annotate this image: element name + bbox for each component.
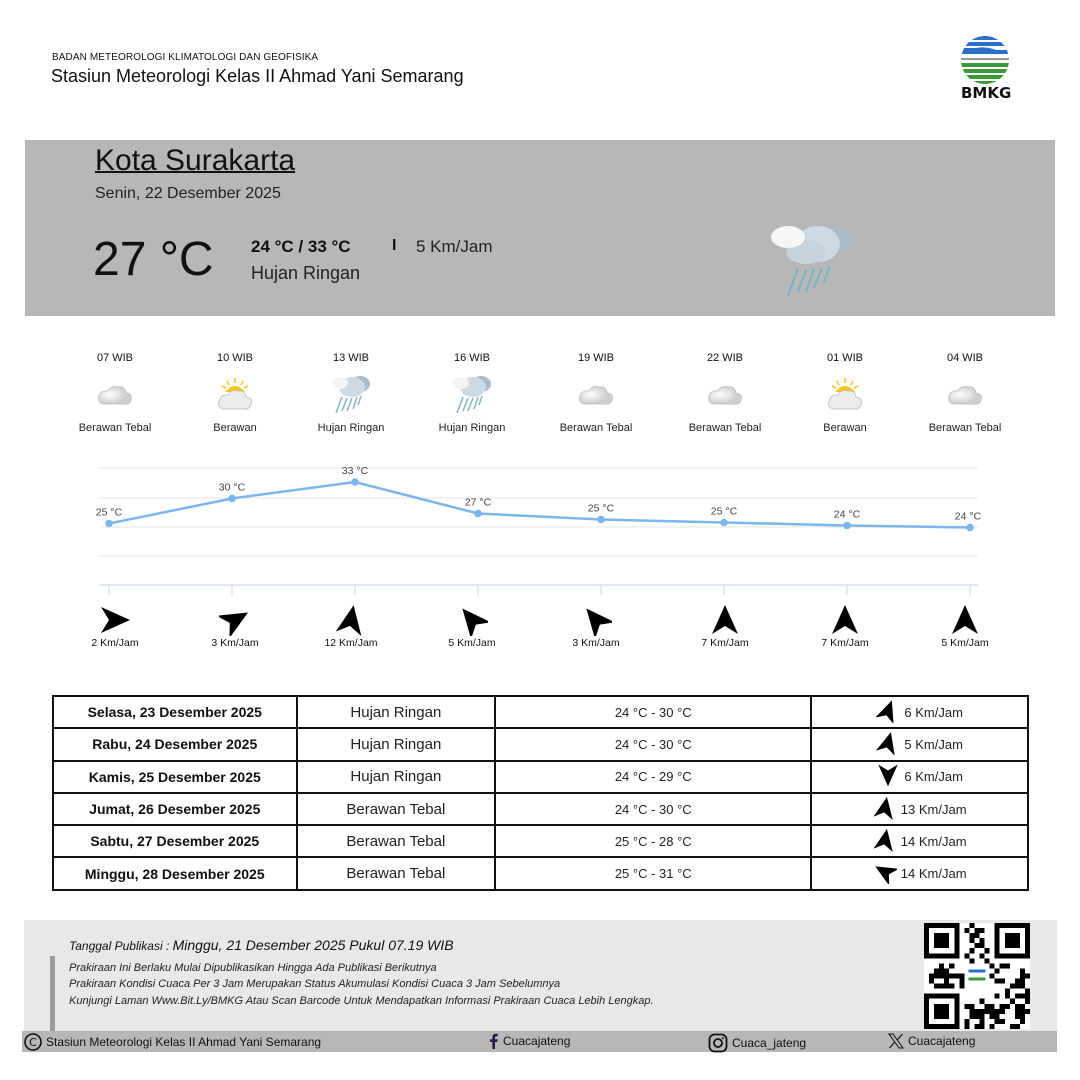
hour-label: 01 WIB	[826, 352, 864, 364]
facebook-icon	[489, 1033, 499, 1049]
wind-direction-icon	[876, 731, 900, 758]
wind-direction-icon	[412, 603, 532, 637]
hour-label: 07 WIB	[96, 352, 134, 364]
wind-direction-icon	[876, 699, 900, 726]
temperature-range: 24 °C / 33 °C	[251, 237, 351, 256]
table-row	[53, 857, 1028, 889]
social-bar	[22, 1031, 1057, 1052]
day-temperature: 24 °C - 30 °C	[495, 728, 811, 760]
hourly-wind-item	[665, 603, 785, 649]
wind-direction-icon	[876, 763, 900, 790]
qr-code[interactable]	[924, 923, 1030, 1029]
hour-label: 10 WIB	[216, 352, 254, 364]
accent-bar	[50, 956, 55, 1032]
wind-speed: 14 Km/Jam	[900, 833, 967, 849]
day-date: Rabu, 24 Desember 2025	[53, 728, 297, 760]
hourly-item	[175, 352, 295, 434]
day-date: Kamis, 25 Desember 2025	[53, 761, 297, 793]
station-title: Stasiun Meteorologi Kelas II Ahmad Yani Semarang	[51, 66, 464, 86]
current-weather-panel	[25, 140, 1055, 316]
hour-label: 13 WIB	[332, 352, 370, 364]
svg-text:25 °C: 25 °C	[587, 502, 615, 515]
day-condition: Hujan Ringan	[297, 728, 496, 760]
day-temperature: 24 °C - 30 °C	[495, 696, 811, 728]
svg-text:24 °C: 24 °C	[954, 510, 982, 523]
cloud-icon	[55, 368, 175, 422]
hourly-wind-item	[536, 603, 656, 649]
cloud-icon	[536, 368, 656, 422]
svg-text:30 °C: 30 °C	[218, 481, 246, 494]
hour-label: 19 WIB	[577, 352, 615, 364]
wind-speed: 3 Km/Jam	[572, 637, 620, 649]
svg-text:25 °C: 25 °C	[95, 506, 123, 519]
day-date: Jumat, 26 Desember 2025	[53, 793, 297, 825]
table-row	[53, 825, 1028, 857]
current-date: Senin, 22 Desember 2025	[95, 185, 281, 202]
separator: I	[392, 237, 397, 254]
wind-direction-icon	[905, 603, 1025, 637]
current-condition: Hujan Ringan	[251, 263, 361, 283]
x-icon	[888, 1033, 904, 1049]
hourly-item	[55, 352, 175, 434]
cloud-icon	[905, 368, 1025, 422]
hour-label: 16 WIB	[453, 352, 491, 364]
wind-speed: 3 Km/Jam	[211, 637, 259, 649]
table-row	[53, 761, 1028, 793]
day-condition: Berawan Tebal	[297, 793, 496, 825]
wind-direction-icon	[873, 796, 897, 823]
svg-text:C: C	[29, 1036, 37, 1049]
table-row	[53, 793, 1028, 825]
day-wind	[811, 857, 1028, 889]
hourly-item	[412, 352, 532, 434]
copyright-text: Stasiun Meteorologi Kelas II Ahmad Yani Semarang	[46, 1035, 322, 1049]
hourly-item	[905, 352, 1025, 434]
rain-cloud-icon	[412, 368, 532, 422]
hour-condition: Berawan Tebal	[559, 422, 633, 434]
hourly-item	[536, 352, 656, 434]
partly-cloudy-icon	[785, 368, 905, 422]
wind-speed: 6 Km/Jam	[904, 704, 963, 720]
day-temperature: 25 °C - 28 °C	[495, 825, 811, 857]
table-row	[53, 728, 1028, 760]
day-temperature: 24 °C - 30 °C	[495, 793, 811, 825]
wind-direction-icon	[873, 860, 897, 887]
hourly-forecast	[55, 352, 1025, 452]
publication-label: Tanggal Publikasi :	[69, 939, 173, 953]
footer-info	[24, 920, 1057, 1032]
wind-speed: 6 Km/Jam	[904, 769, 963, 785]
hour-condition: Berawan	[213, 422, 257, 434]
wind-speed: 7 Km/Jam	[701, 637, 749, 649]
footer-note: Kunjungi Laman Www.Bit.Ly/BMKG Atau Scan Barcode Untuk Mendapatkan Informasi Prakiraan Cuaca Lebih Lengkap.	[69, 995, 654, 1007]
publication-value: Minggu, 21 Desember 2025 Pukul 07.19 WIB	[172, 937, 454, 953]
wind-speed: 14 Km/Jam	[900, 866, 967, 882]
hourly-wind-item	[785, 603, 905, 649]
day-condition: Berawan Tebal	[297, 857, 496, 889]
day-wind	[811, 793, 1028, 825]
copyright	[24, 1033, 321, 1051]
bmkg-logo	[956, 34, 1014, 104]
wind-speed: 2 Km/Jam	[91, 637, 139, 649]
day-wind	[811, 728, 1028, 760]
hourly-item	[291, 352, 411, 434]
day-wind	[811, 761, 1028, 793]
current-temperature: 27 °C	[93, 233, 214, 286]
org-subtitle: BADAN METEOROLOGI KLIMATOLOGI DAN GEOFISIKA	[52, 52, 319, 63]
hour-condition: Berawan	[823, 422, 867, 434]
cloud-icon	[665, 368, 785, 422]
x-link[interactable]	[888, 1033, 975, 1049]
wind-direction-icon	[785, 603, 905, 637]
svg-text:24 °C: 24 °C	[833, 508, 861, 521]
publication-date	[69, 937, 454, 955]
hourly-wind-item	[412, 603, 532, 649]
hourly-wind-item	[291, 603, 411, 649]
svg-text:33 °C: 33 °C	[341, 465, 369, 477]
day-date: Sabtu, 27 Desember 2025	[53, 825, 297, 857]
bmkg-logo-icon	[956, 34, 1014, 84]
svg-text:25 °C: 25 °C	[710, 505, 738, 518]
instagram-handle: Cuaca_jateng	[732, 1036, 807, 1050]
footer-note: Prakiraan Kondisi Cuaca Per 3 Jam Merupakan Status Akumulasi Kondisi Cuaca 3 Jam Sebelumnya	[69, 978, 561, 990]
wind-direction-icon	[175, 603, 295, 637]
hour-label: 04 WIB	[946, 352, 984, 364]
hour-condition: Hujan Ringan	[438, 422, 506, 434]
day-temperature: 25 °C - 31 °C	[495, 857, 811, 889]
table-row	[53, 696, 1028, 728]
copyright-icon	[24, 1033, 42, 1051]
hour-label: 22 WIB	[706, 352, 744, 364]
rain-cloud-icon	[770, 220, 860, 300]
wind-direction-icon	[55, 603, 175, 637]
facebook-link[interactable]	[489, 1033, 570, 1049]
day-date: Selasa, 23 Desember 2025	[53, 696, 297, 728]
hour-condition: Berawan Tebal	[78, 422, 152, 434]
wind-speed: 5 Km/Jam	[941, 637, 989, 649]
temperature-chart	[80, 455, 1000, 595]
hour-condition: Hujan Ringan	[317, 422, 385, 434]
instagram-link[interactable]	[708, 1033, 806, 1053]
wind-direction-icon	[873, 828, 897, 855]
day-date: Minggu, 28 Desember 2025	[53, 857, 297, 889]
hourly-item	[665, 352, 785, 434]
wind-speed: 5 Km/Jam	[448, 637, 496, 649]
hourly-wind	[55, 603, 1025, 658]
wind-speed: 7 Km/Jam	[821, 637, 869, 649]
wind-direction-icon	[291, 603, 411, 637]
svg-text:27 °C: 27 °C	[464, 496, 492, 509]
x-handle: Cuacajateng	[908, 1034, 976, 1048]
instagram-icon	[708, 1033, 728, 1053]
day-condition: Hujan Ringan	[297, 761, 496, 793]
hour-condition: Berawan Tebal	[928, 422, 1002, 434]
wind-direction-icon	[536, 603, 656, 637]
logo-text: BMKG	[961, 84, 1012, 102]
city-title: Kota Surakarta	[95, 144, 296, 177]
hourly-wind-item	[55, 603, 175, 649]
wind-speed: 5 Km/Jam	[904, 736, 963, 752]
day-wind	[811, 825, 1028, 857]
facebook-handle: Cuacajateng	[503, 1034, 571, 1048]
hourly-wind-item	[905, 603, 1025, 649]
day-temperature: 24 °C - 29 °C	[495, 761, 811, 793]
wind-speed: 13 Km/Jam	[900, 801, 967, 817]
hour-condition: Berawan Tebal	[688, 422, 762, 434]
wind-speed: 12 Km/Jam	[324, 637, 378, 649]
day-wind	[811, 696, 1028, 728]
partly-cloudy-icon	[175, 368, 295, 422]
day-condition: Berawan Tebal	[297, 825, 496, 857]
hourly-wind-item	[175, 603, 295, 649]
wind-direction-icon	[665, 603, 785, 637]
hourly-item	[785, 352, 905, 434]
footer-note: Prakiraan Ini Berlaku Mulai Dipublikasikan Hingga Ada Publikasi Berikutnya	[69, 962, 437, 974]
day-condition: Hujan Ringan	[297, 696, 496, 728]
daily-forecast-table	[52, 695, 1029, 891]
rain-cloud-icon	[291, 368, 411, 422]
current-wind-speed: 5 Km/Jam	[416, 237, 493, 256]
